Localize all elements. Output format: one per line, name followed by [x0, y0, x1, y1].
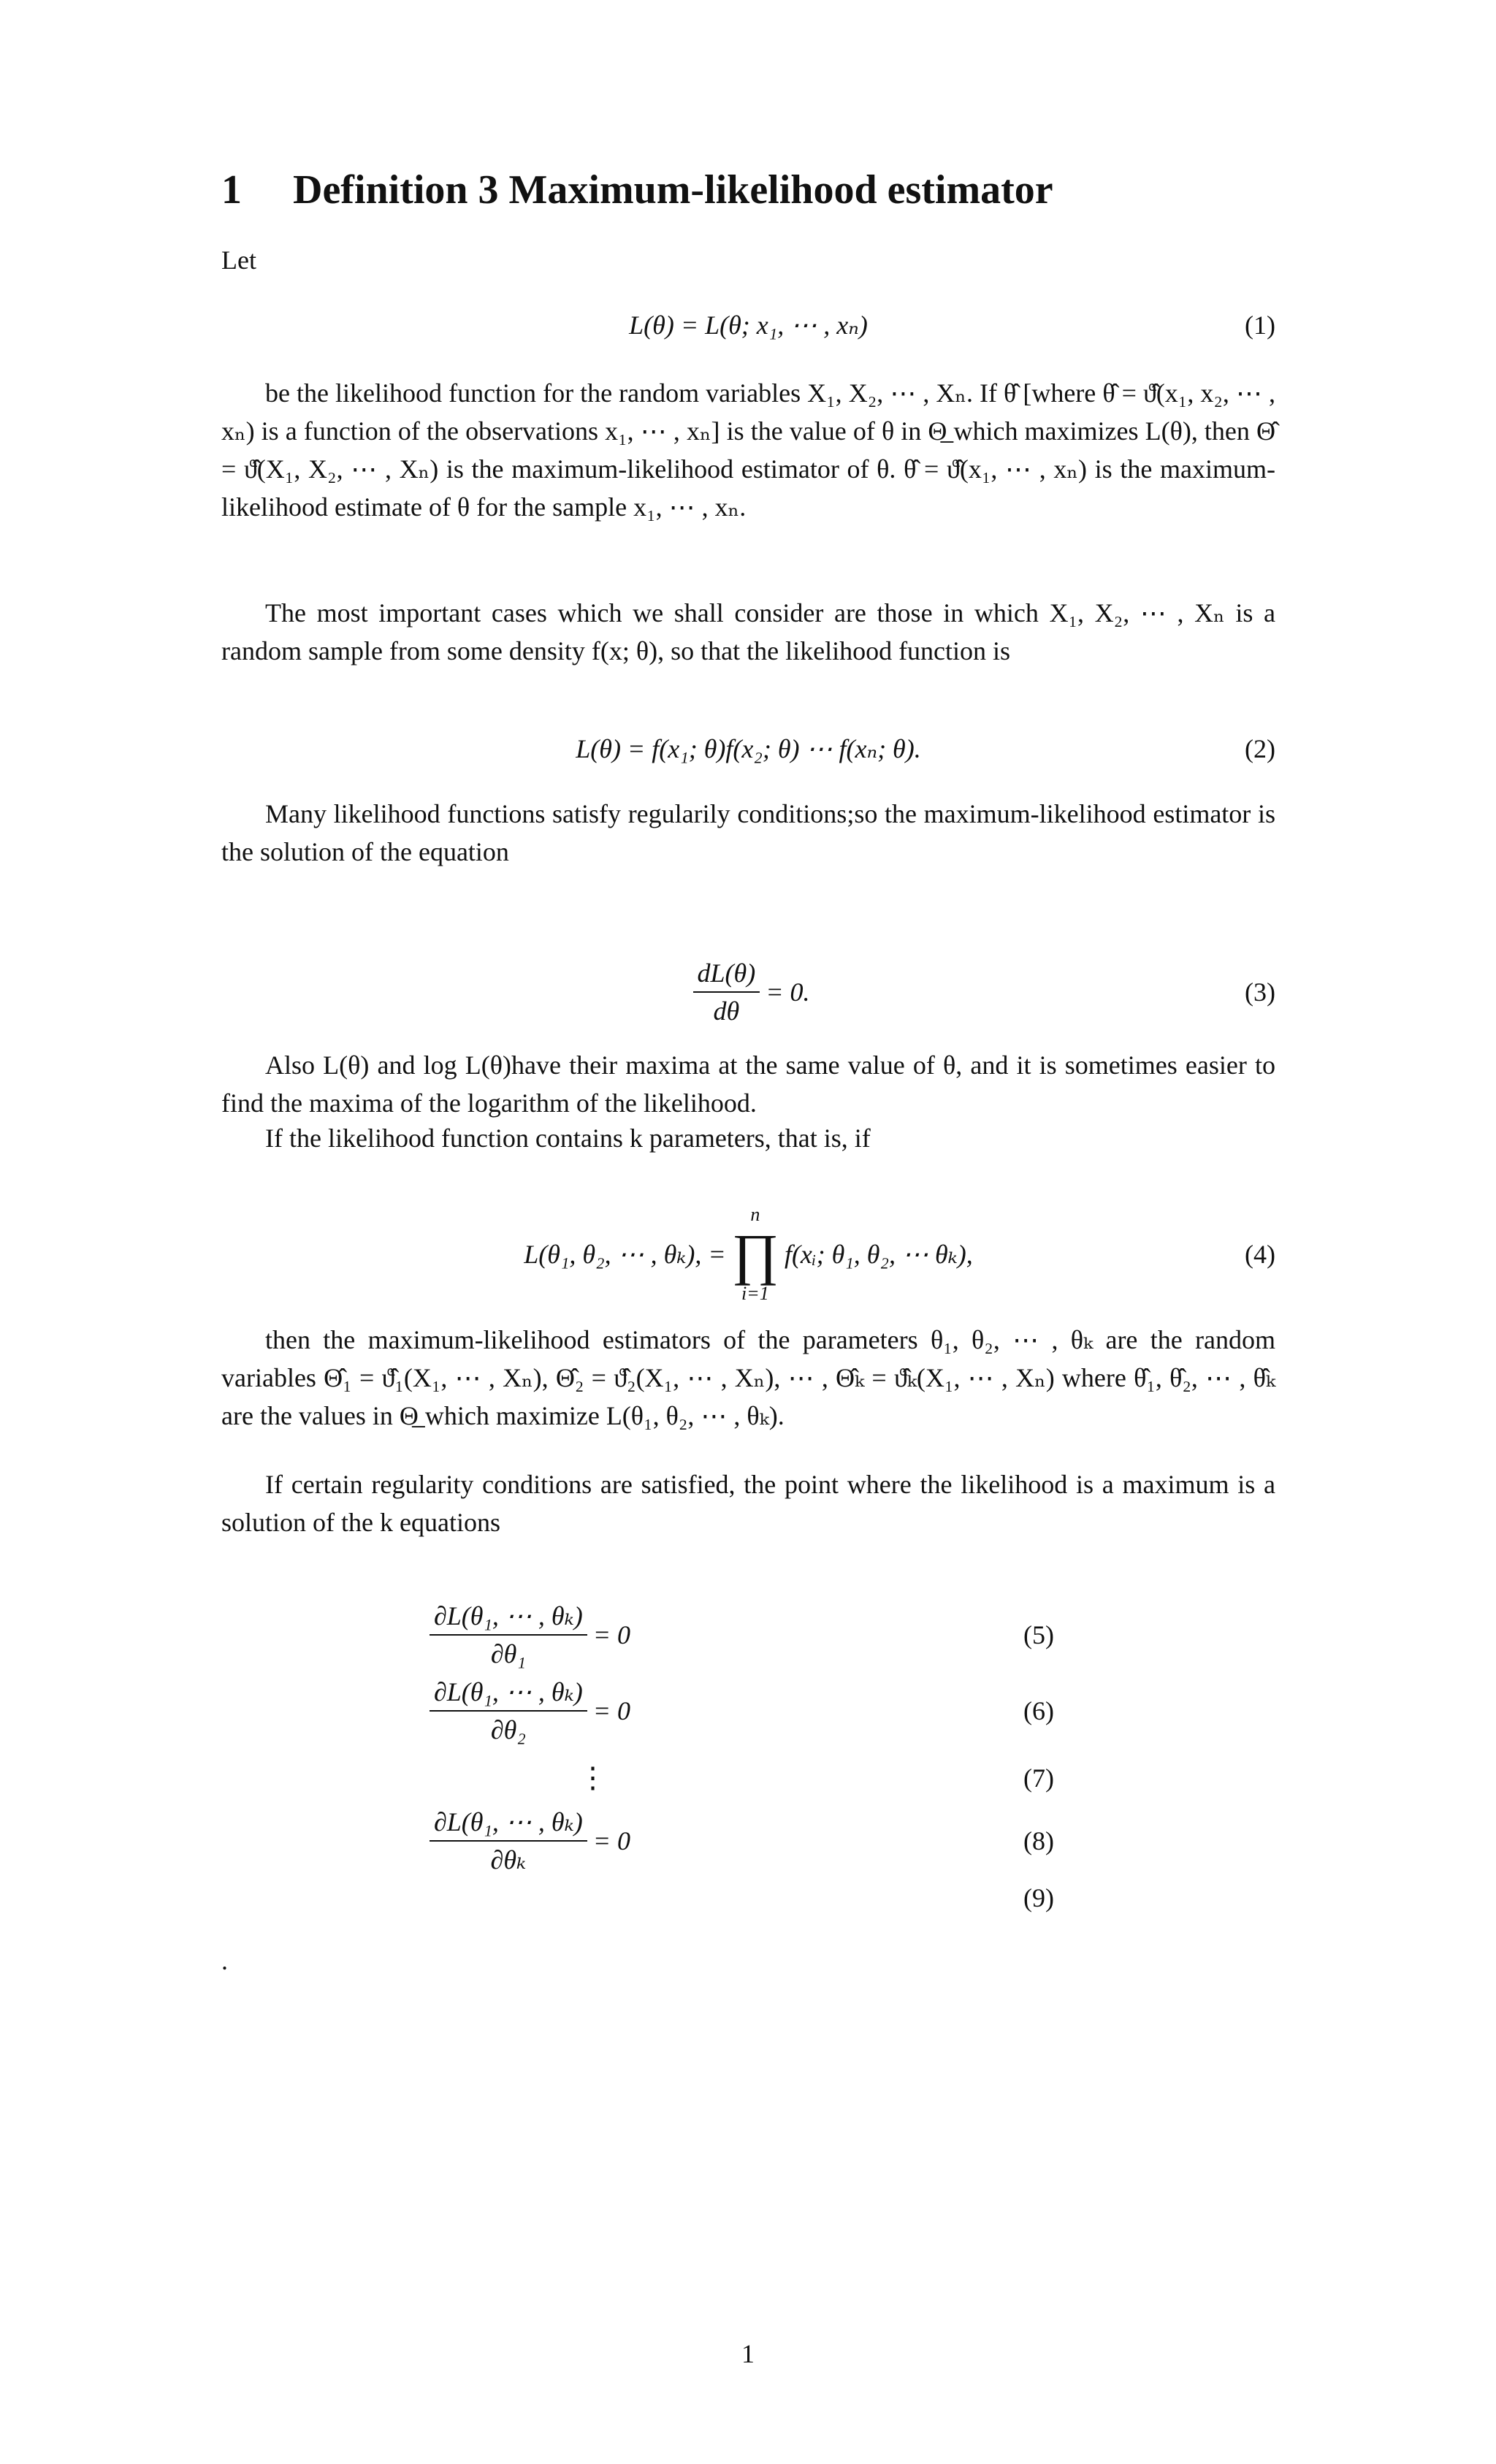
equation-8-rhs: = 0 [592, 1826, 631, 1855]
paragraph-regularity: Many likelihood functions satisfy regularily conditions;so the maximum-likelihood estimator is the solution of the equation [221, 799, 1275, 866]
equation-1-number: (1) [1245, 310, 1275, 340]
equation-3-denominator: dθ [713, 996, 740, 1026]
equation-6-numerator: ∂L(θ₁, ⋯ , θₖ) [430, 1674, 587, 1712]
product-lower-limit: i=1 [741, 1283, 769, 1304]
equation-8 [0, 1800, 1054, 1882]
equation-6 [0, 1670, 1054, 1752]
equation-8-number: (8) [1023, 1826, 1054, 1855]
equation-9-number: (9) [1023, 1883, 1054, 1912]
section-number: 1 [221, 167, 242, 213]
equation-7 [0, 1756, 1054, 1800]
paragraph-k-params: If the likelihood function contains k parameters, that is, if [265, 1124, 871, 1153]
equation-5-fraction [430, 1598, 587, 1672]
equation-3-fraction [693, 955, 760, 1029]
paragraph-let: Let [221, 245, 256, 275]
equation-1 [221, 281, 1275, 369]
equation-6-denominator: ∂θ₂ [490, 1715, 526, 1744]
product-symbol: ∏ [731, 1222, 779, 1286]
equation-2 [221, 705, 1275, 793]
vertical-ellipsis: ⋮ [578, 1761, 608, 1794]
product-operator [732, 1204, 779, 1305]
equation-5-number: (5) [1023, 1620, 1054, 1649]
equation-2-body: L(θ) = f(x₁; θ)f(x₂; θ) ⋯ f(xₙ; θ). [576, 734, 921, 763]
equation-5 [0, 1594, 1054, 1676]
equation-4-number: (4) [1245, 1240, 1275, 1269]
equation-5-denominator: ∂θ₁ [490, 1639, 526, 1668]
equation-9 [0, 1876, 1054, 1920]
equation-4-rhs: f(xᵢ; θ₁, θ₂, ⋯ θₖ), [784, 1240, 973, 1269]
product-upper-limit: n [750, 1204, 760, 1225]
page-number: 1 [741, 2339, 755, 2368]
section-heading [221, 164, 1053, 215]
equation-6-rhs: = 0 [592, 1696, 631, 1725]
equation-6-number: (6) [1023, 1696, 1054, 1725]
equation-6-fraction [430, 1674, 587, 1748]
equation-3 [221, 948, 1275, 1036]
equation-4 [221, 1181, 1275, 1327]
equation-1-body: L(θ) = L(θ; x₁, ⋯ , xₙ) [629, 310, 868, 340]
paragraph-conditions: If certain regularity conditions are satisfied, the point where the likelihood is a maximum is a solution of the k equations [221, 1470, 1275, 1537]
trailing-period: . [221, 1946, 228, 1975]
equation-3-numerator: dL(θ) [693, 955, 760, 993]
equation-2-number: (2) [1245, 734, 1275, 763]
equation-5-numerator: ∂L(θ₁, ⋯ , θₖ) [430, 1598, 587, 1636]
paragraph-definition: be the likelihood function for the random variables X₁, X₂, ⋯ , Xₙ. If θ̂ [where θ̂ = ϑ̂(x₁, x₂, ⋯ , xₙ) is a function of the observations x₁, ⋯ , xₙ] is the value of θ in Θ̲ which maximizes L(θ), then Θ̂ = ϑ̂(X₁, X₂, ⋯ , Xₙ) is the maximum-likelihood estimator of θ. θ̂ = ϑ̂(x₁, ⋯ , xₙ) is the maximum-likelihood estimate of θ for the sample x₁, ⋯ , xₙ. [221, 378, 1275, 522]
paragraph-estimators: then the maximum-likelihood estimators of the parameters θ₁, θ₂, ⋯ , θₖ are the random variables Θ̂₁ = ϑ̂₁(X₁, ⋯ , Xₙ), Θ̂₂ = ϑ̂₂(X₁, ⋯ , Xₙ), ⋯ , Θ̂ₖ = ϑ̂ₖ(X₁, ⋯ , Xₙ) where θ̂₁, θ̂₂, ⋯ , θ̂ₖ are the values in Θ̲ which maximize L(θ₁, θ₂, ⋯ , θₖ). [221, 1325, 1275, 1430]
section-title: Definition 3 Maximum-likelihood estimator [293, 167, 1053, 213]
equation-8-numerator: ∂L(θ₁, ⋯ , θₖ) [430, 1804, 587, 1842]
equation-7-number: (7) [1023, 1763, 1054, 1793]
equation-8-denominator: ∂θₖ [490, 1845, 527, 1874]
equation-5-rhs: = 0 [592, 1620, 631, 1649]
equation-4-lhs: L(θ₁, θ₂, ⋯ , θₖ), = [524, 1240, 726, 1269]
equation-3-number: (3) [1245, 977, 1275, 1007]
equation-3-rhs: = 0. [766, 977, 810, 1007]
equation-8-fraction [430, 1804, 587, 1878]
paragraph-cases: The most important cases which we shall consider are those in which X₁, X₂, ⋯ , Xₙ is a random sample from some density f(x; θ), so that the likelihood function is [221, 598, 1275, 665]
paragraph-log: Also L(θ) and log L(θ)have their maxima at the same value of θ, and it is sometimes easier to find the maxima of the logarithm of the likelihood. [221, 1050, 1275, 1118]
